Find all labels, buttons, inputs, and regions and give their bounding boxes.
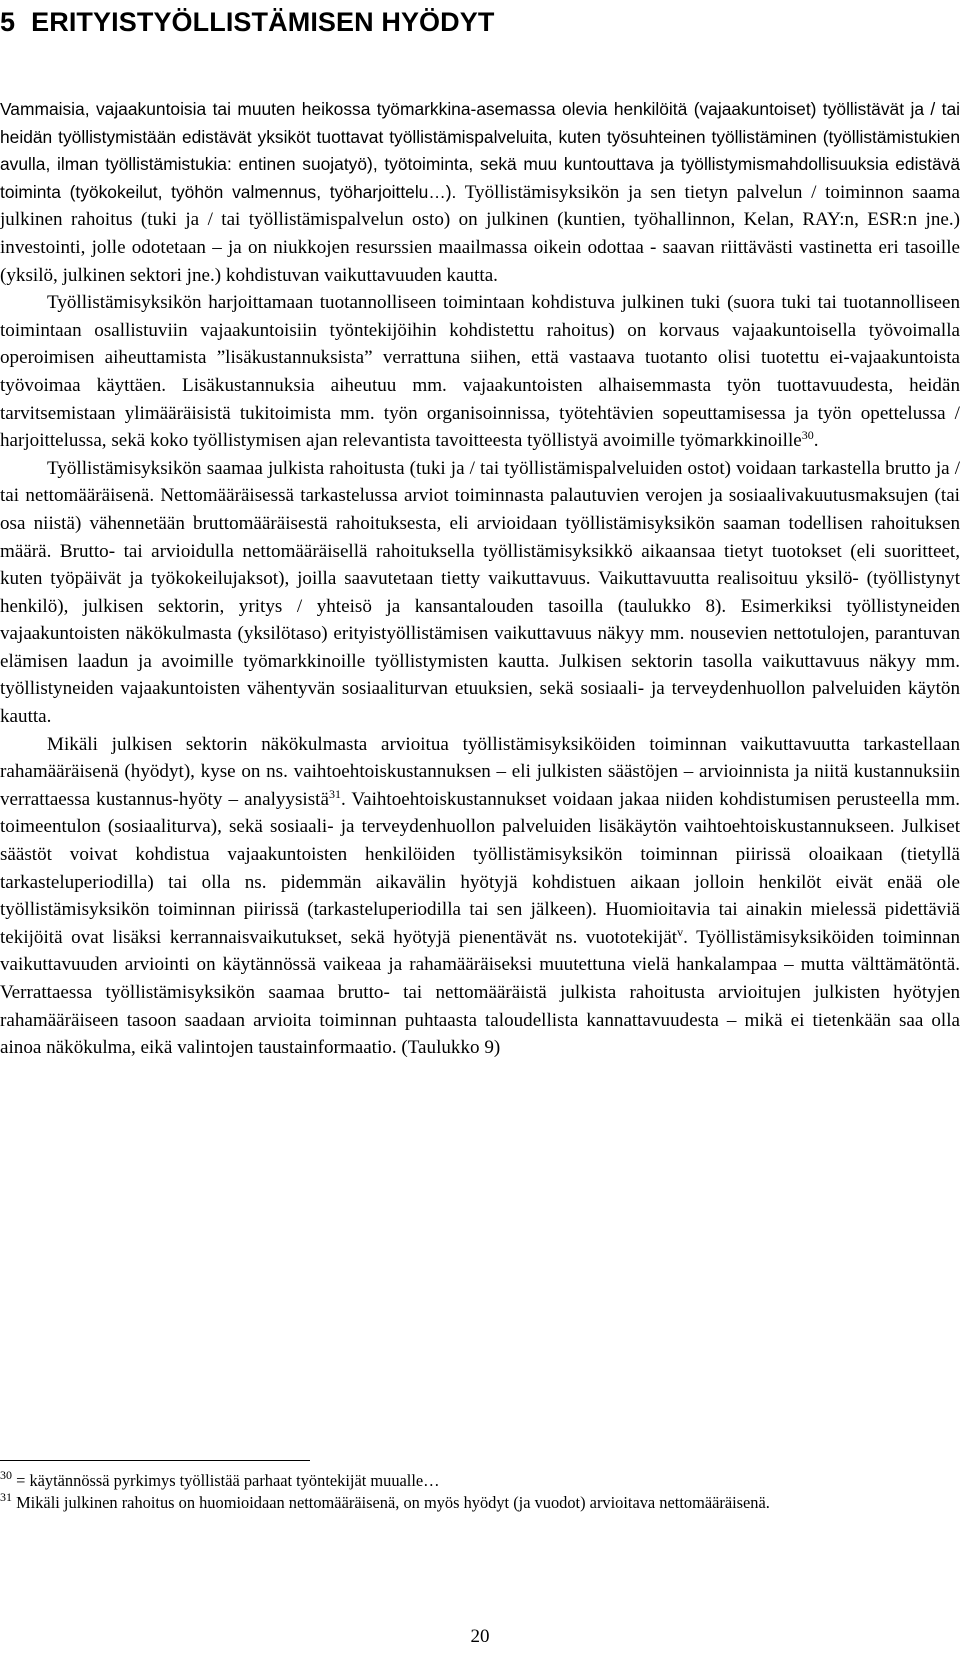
footnote-divider — [0, 1460, 310, 1461]
paragraph-2-text-end: . — [813, 430, 819, 452]
footnotes — [0, 1470, 960, 1514]
footnote-30 — [0, 1470, 960, 1492]
paragraph-2-text: Työllistämisyksikön harjoittamaan tuotannolliseen toimintaan kohdistuva julkinen tuki (suora tuki tai tuotannolliseen toimintaan osallistuviin vajaakuntoisiin työntekijöihin kohdistettu rahoitus) on korvaus vajaakuntoisella työvoimalla operoimisen aiheuttamista ”lisäkustannuksista” verrattuna siihen, että vastaava tuotanto olisi tuotettu ei-vajaakuntoista työvoimaa käyttäen. Lisäkustannuksia aiheutuu mm. vajaakuntoisten alhaisemmasta työn tuottavuudesta, heidän tarvitsemistaan ylimääräisistä tukitoimista mm. työn organisoinnissa, työtehtävien sopeuttamisessa ja työn opettelussa / harjoittelussa, sekä koko työllistymisen ajan relevantista tavoitteesta työllistyä avoimille työmarkkinoille — [0, 292, 960, 452]
paragraph-1-sans-text: Vammaisia, vajaakuntoisia tai muuten heikossa työmarkkina-asemassa olevia henkilöitä (vajaakuntoiset) työllistävät ja / tai heidän työllistymistään edistävät yksiköt tuottavat työllistämispalveluita, kuten työsuhteinen työllistäminen (työllistämistukien avulla, ilman työllistämistukia: entinen suojatyö), työtoiminta, sekä muu kuntouttava ja työllistymismahdollisuuksia edistävä toiminta (työkokeilut, työhön valmennus, työharjoittelu…). — [0, 99, 960, 202]
footnote-text: Mikäli julkinen rahoitus on huomioidaan nettomääräisenä, on myös hyödyt (ja vuodot) arvioitava nettomääräisenä. — [12, 1493, 770, 1512]
footnote-text: = käytännössä pyrkimys työllistää parhaat työntekijät muualle… — [12, 1471, 440, 1490]
footnote-ref-30: 30 — [801, 428, 814, 443]
footnote-ref-31: 31 — [328, 786, 341, 801]
body-text — [0, 96, 960, 1062]
footnote-number: 30 — [0, 1468, 12, 1482]
paragraph-1-serif-text: Työllistämisyksikön ja sen tietyn palvelun / toiminnon saama julkinen rahoitus (tuki ja / tai työllistämispalvelun osto) on julkinen (kuntien, työhallinnon, Kelan, RAY:n, ESR:n jne.) investointi, jolle odotetaan – ja on niukkojen resurssien maailmassa oikein odottaa - saavan riittävästi vastinetta eri tasoille (yksilö, julkinen sektori jne.) kohdistuvan vaikuttavuuden kautta. — [0, 181, 960, 286]
endnote-ref-v: v — [677, 924, 684, 939]
paragraph-4-text-middle: . Vaihtoehtoiskustannukset voidaan jakaa niiden kohdistumisen perusteella mm. toimeentulon (sosiaaliturva), sekä sosiaali- ja terveydenhuollon palveluiden lisäkäytön vaihtoehtoiskustannukseen. Julkiset säästöt voivat kohdistua vajaakuntoisten henkilöiden työllistämisyksikön toiminnan piirissä oloaikaan (tietyllä tarkasteluperiodilla) tai olla ns. pidemmän aikavälin hyötyjä kohdistuen aikaan jolloin henkilöt eivät enää ole työllistämisyksikön toiminnan piirissä (tarkasteluperiodilla tai sen jälkeen). Huomioitavia tai ainakin mielessä pidettäviä tekijöitä ovat lisäksi kerrannaisvaikutukset, sekä hyötyjä pienentävät ns. vuototekijät — [0, 788, 960, 948]
paragraph-4 — [0, 731, 960, 1062]
section-heading — [0, 4, 494, 40]
footnote-31 — [0, 1492, 960, 1514]
section-title: ERITYISTYÖLLISTÄMISEN HYÖDYT — [31, 7, 495, 37]
paragraph-3 — [0, 455, 960, 731]
section-number: 5 — [0, 7, 16, 37]
paragraph-4-text: Mikäli julkisen sektorin näkökulmasta arvioitua työllistämisyksiköiden toiminnan vaikuttavuutta tarkastellaan rahamääräisenä (hyödyt), kyse on ns. vaihtoehtoiskustannuksen – eli julkisten säästöjen – arvioinnista ja niitä kustannuksiin verrattaessa kustannus-hyöty – analyysistä — [0, 733, 960, 810]
footnote-number: 31 — [0, 1490, 12, 1504]
paragraph-1 — [0, 96, 960, 289]
paragraph-3-text: Työllistämisyksikön saamaa julkista rahoitusta (tuki ja / tai työllistämispalveluiden ostot) voidaan tarkastella brutto ja / tai nettomääräisenä. Nettomääräisessä tarkastelussa arviot toiminnasta palautuvien verojen ja sosiaalivakuutusmaksujen (tai osa niistä) vähennetään bruttomääräisestä rahoituksesta, eli arvioidaan työllistämisyksikön saaman todellisen rahoituksen määrä. Brutto- tai arvioidulla nettomääräisellä rahoituksella työllistämisyksikkö aikaansaa tietyt tuotokset (eli suoritteet, kuten työpäivät ja työkokeilujaksot), joilla saavutetaan tietty vaikuttavuus. Vaikuttavuutta realisoituu yksilö- (työllistynyt henkilö), julkisen sektorin, yritys / yhteisö ja kansantalouden tasoilla (taulukko 8). Esimerkiksi työllistyneiden vajaakuntoisten näkökulmasta (yksilötaso) erityistyöllistämisen vaikuttavuus näkyy mm. nousevien nettotulojen, parantuvan elämisen laadun ja avoimille työmarkkinoille työllistymisten kautta. Julkisen sektorin tasolla vaikuttavuus näkyy mm. työllistyneiden vajaakuntoisten vähentyvän sosiaaliturvan etuuksien, sekä sosiaali- ja terveydenhuollon palveluiden käytön kautta. — [0, 457, 960, 728]
paragraph-2 — [0, 289, 960, 455]
page-number: 20 — [470, 1626, 490, 1647]
paragraph-4-text-end: . Työllistämisyksiköiden toiminnan vaikuttavuuden arviointi on käytännössä vaikeaa ja rahamääräiseksi muutettuna vielä hankalampaa – mutta välttämätöntä. Verrattaessa työllistämisyksikön saamaa brutto- tai nettomääräistä julkista rahoitusta arvioitujen julkisten hyötyjen rahamääräiseen tasoon saadaan arvioita toiminnan puhtaasta taloudellista kannattavuudesta – mikä ei tietenkään saa olla ainoa näkökulma, eikä valintojen taustainformaatio. (Taulukko 9) — [0, 926, 960, 1059]
